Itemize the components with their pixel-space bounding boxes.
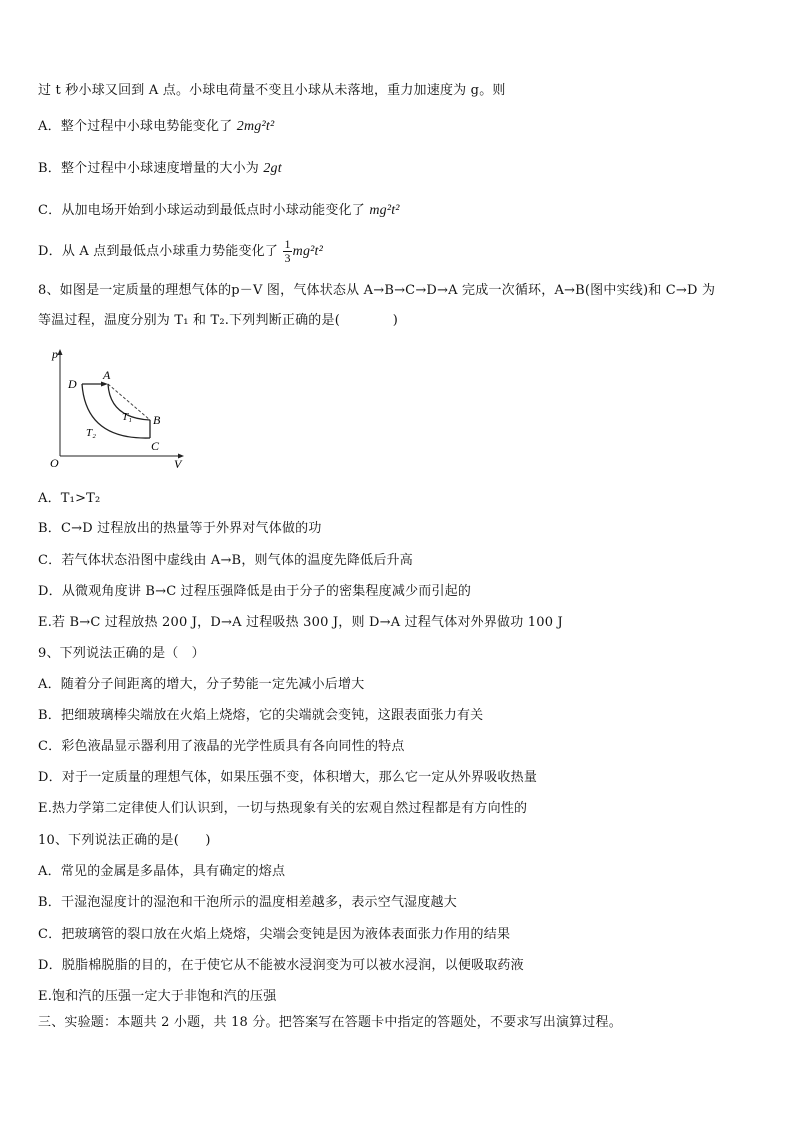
curve-label-t1: T₁ (122, 411, 132, 423)
curve-label-t2: T₂ (86, 427, 96, 439)
point-label-b: B (153, 413, 161, 427)
option-letter: D． (38, 244, 62, 259)
option-text: 从加电场开始到小球运动到最低点时小球动能变化了 (61, 203, 365, 218)
q9-option-b: B．把细玻璃棒尖端放在火焰上烧熔，它的尖端就会变钝，这跟表面张力有关 (38, 708, 484, 723)
formula: 2mg²t² (236, 119, 275, 134)
formula: mg²t² (292, 244, 324, 259)
option-text: 从 A 点到最低点小球重力势能变化了 (61, 244, 279, 259)
option-letter: C． (38, 203, 62, 218)
fraction (283, 238, 291, 265)
q9-option-c: C．彩色液晶显示器利用了液晶的光学性质具有各向同性的特点 (38, 739, 405, 754)
q10-option-a: A．常见的金属是多晶体，具有确定的熔点 (38, 864, 286, 879)
point-label-c: C (151, 439, 160, 453)
q8-stem-line1: 8、如图是一定质量的理想气体的p－V 图，气体状态从 A→B→C→D→A 完成一次循环，A→B(图中实线)和 C→D 为 (38, 283, 716, 298)
q8-option-a: A．T₁>T₂ (38, 491, 101, 506)
option-letter: A． (38, 119, 61, 134)
q8-stem-line2: 等温过程，温度分别为 T₁ 和 T₂.下列判断正确的是( ) (38, 313, 399, 328)
option-letter: B． (38, 161, 61, 176)
q9-option-a: A．随着分子间距离的增大，分子势能一定先减小后增大 (38, 677, 365, 692)
axis-label-p: p (52, 347, 58, 361)
pv-diagram (38, 346, 188, 472)
q7-option-b (38, 160, 282, 178)
axis-label-v: V (174, 457, 182, 471)
q10-option-b: B．干湿泡湿度计的湿泡和干泡所示的温度相差越多，表示空气湿度越大 (38, 895, 457, 910)
section-3-heading: 三、实验题：本题共 2 小题，共 18 分。把答案写在答题卡中指定的答题处，不要求写出演算过程。 (38, 1015, 622, 1030)
option-text: 整个过程中小球速度增量的大小为 (60, 161, 259, 176)
q8-option-d: D．从微观角度讲 B→C 过程压强降低是由于分子的密集程度减少而引起的 (38, 584, 472, 599)
fraction-denominator: 3 (284, 251, 291, 265)
point-label-a: A (103, 368, 111, 382)
q10-option-c: C．把玻璃管的裂口放在火焰上烧熔，尖端会变钝是因为液体表面张力作用的结果 (38, 927, 511, 942)
q8-option-e: E.若 B→C 过程放热 200 J，D→A 过程吸热 300 J，则 D→A 过程气体对外界做功 100 J (38, 615, 563, 630)
origin-label: O (50, 456, 59, 470)
q9-stem: 9、下列说法正确的是（ ） (38, 646, 205, 661)
point-label-d: D (68, 377, 77, 391)
formula: 2gt (263, 161, 282, 176)
fraction-numerator: 1 (284, 237, 291, 251)
q9-option-e: E.热力学第二定律使人们认识到，一切与热现象有关的宏观自然过程都是有方向性的 (38, 801, 528, 816)
option-text: 整个过程中小球电势能变化了 (60, 119, 233, 134)
q10-stem: 10、下列说法正确的是( ) (38, 833, 211, 848)
q7-option-d (38, 238, 323, 266)
q8-option-c: C．若气体状态沿图中虚线由 A→B，则气体的温度先降低后升高 (38, 553, 413, 568)
q7-option-c (38, 202, 400, 220)
q8-option-b: B．C→D 过程放出的热量等于外界对气体做的功 (38, 521, 322, 536)
q10-option-d: D．脱脂棉脱脂的目的，在于使它从不能被水浸润变为可以被水浸润，以便吸取药液 (38, 958, 524, 973)
q10-option-e: E.饱和汽的压强一定大于非饱和汽的压强 (38, 989, 277, 1004)
q7-option-a (38, 118, 274, 136)
q7-stem: 过 t 秒小球又回到 A 点。小球电荷量不变且小球从未落地，重力加速度为 g。则 (38, 83, 506, 98)
q9-option-d: D．对于一定质量的理想气体，如果压强不变，体积增大，那么它一定从外界吸收热量 (38, 770, 538, 785)
formula: mg²t² (369, 203, 400, 218)
